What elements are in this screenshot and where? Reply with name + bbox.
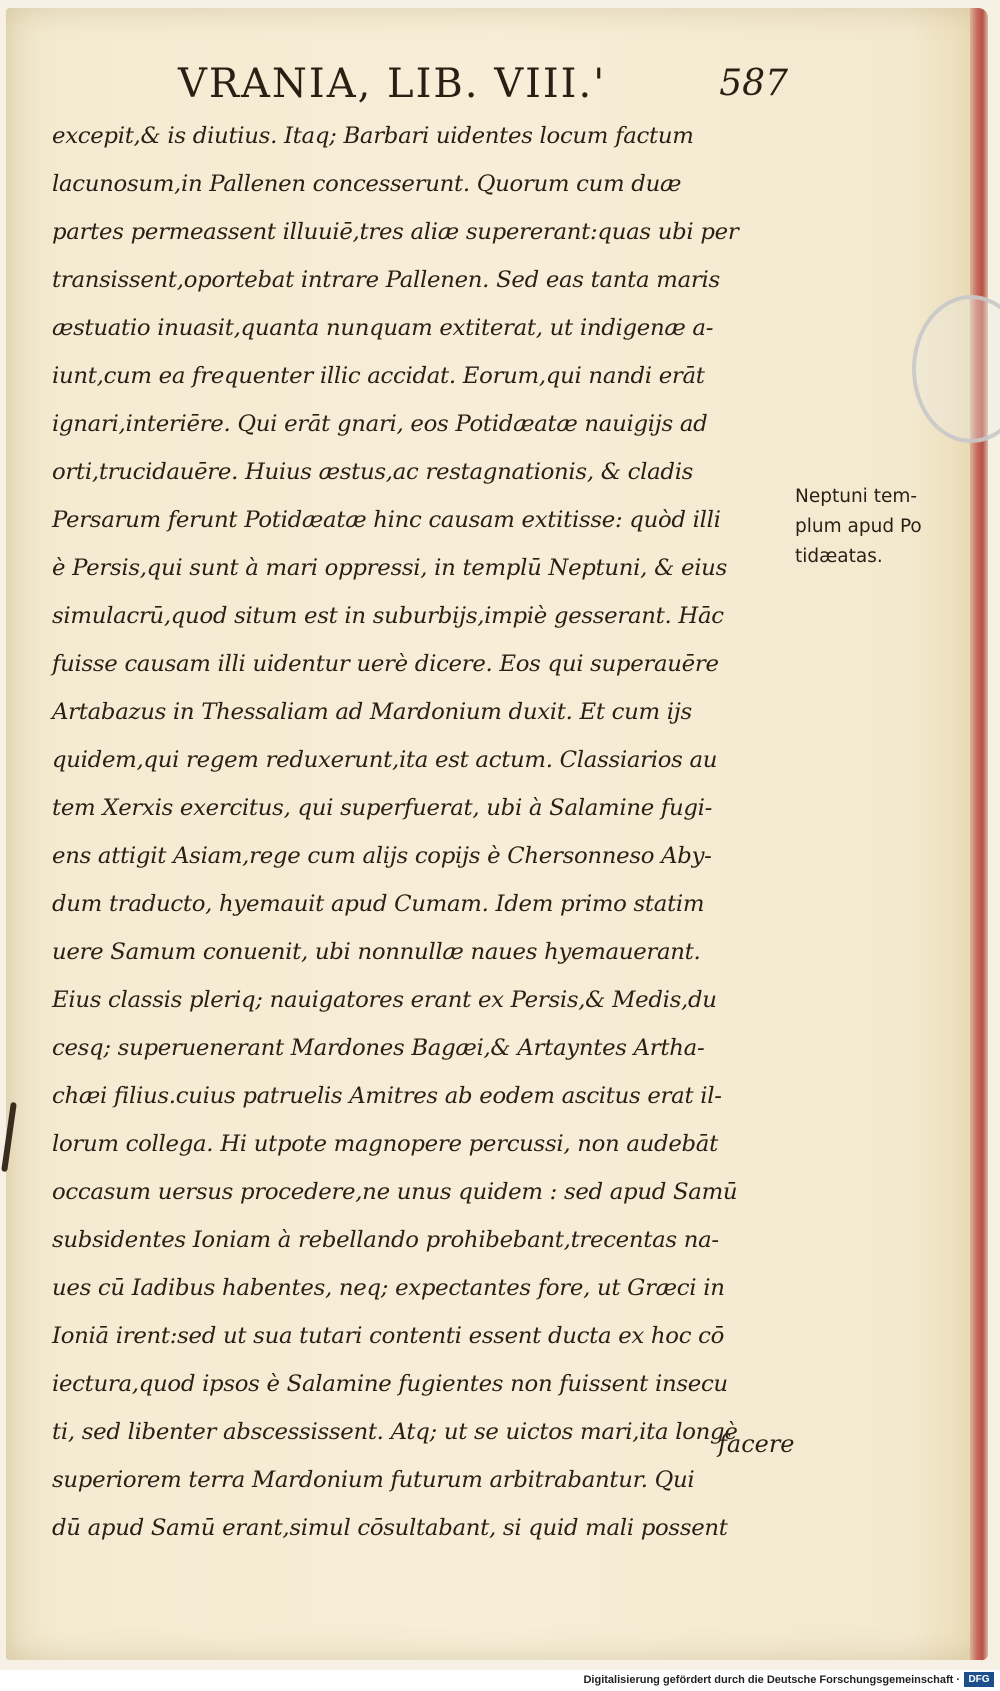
running-head: VRANIA, LIB. VIII.' [178,61,607,107]
catchword: facere [718,1430,795,1458]
text-line: ens attigit Asiam,rege cum alijs copijs è Chersonneso Aby- [52,843,712,869]
text-line: lacunosum,in Pallenen concesserunt. Quorum cum duæ [52,171,682,197]
text-line: dum traducto, hyemauit apud Cumam. Idem primo statim [52,891,705,917]
margin-note-line: tidæatas. [795,546,883,567]
text-line: Artabazus in Thessaliam ad Mardonium duxit. Et cum ijs [52,699,692,725]
text-line: ti, sed libenter abscessissent. Atq; ut se uictos mari,ita longè [52,1419,738,1445]
digitization-credit: Digitalisierung gefördert durch die Deutsche Forschungsgemeinschaft · [583,1674,960,1686]
text-line: cesq; superuenerant Mardones Bagæi,& Artayntes Artha- [52,1035,705,1061]
text-line: excepit,& is diutius. Itaq; Barbari uidentes locum factum [52,123,694,149]
page-edge [970,8,988,1660]
text-line: uere Samum conuenit, ubi nonnullæ naues hyemauerant. [52,939,701,965]
text-line: tem Xerxis exercitus, qui superfuerat, ubi à Salamine fugi- [52,795,713,821]
text-line: Persarum ferunt Potidæatæ hinc causam extitisse: quòd illi [52,507,721,533]
text-line: transissent,oportebat intrare Pallenen. Sed eas tanta maris [52,267,720,293]
text-line: æstuatio inuasit,quanta nunquam extiterat, ut indigenæ a- [52,315,714,341]
text-line: quidem,qui regem reduxerunt,ita est actum. Classiarios au [52,747,718,773]
dfg-logo: DFG [964,1672,994,1687]
text-line: chæi filius.cuius patruelis Amitres ab eodem ascitus erat il- [52,1083,722,1109]
text-line: lorum collega. Hi utpote magnopere percussi, non audebāt [52,1131,718,1157]
text-line: Eius classis pleriq; nauigatores erant ex Persis,& Medis,du [52,987,717,1013]
text-line: simulacrū,quod situm est in suburbijs,impiè gesserant. Hāc [52,603,724,629]
margin-note-line: plum apud Po [795,516,922,537]
text-line: subsidentes Ioniam à rebellando prohibebant,trecentas na- [52,1227,719,1253]
page-header [178,54,798,114]
text-line: è Persis,qui sunt à mari oppressi, in templū Neptuni, & eius [52,555,727,581]
margin-note-line: Neptuni tem- [795,486,918,507]
page-number: 587 [719,63,788,104]
text-line: ignari,interiēre. Qui erāt gnari, eos Potidæatæ nauigijs ad [52,411,708,437]
text-line: orti,trucidauēre. Huius æstus,ac restagnationis, & cladis [52,459,694,485]
text-line: dū apud Samū erant,simul cōsultabant, si quid mali possent [52,1515,728,1541]
text-line: occasum uersus procedere,ne unus quidem : sed apud Samū [52,1179,738,1205]
text-line: partes permeassent illuuiē,tres aliæ supererant:quas ubi per [52,219,739,245]
margin-note [795,482,975,572]
text-line: iectura,quod ipsos è Salamine fugientes non fuissent insecu [52,1371,728,1397]
text-line: Ioniā irent:sed ut sua tutari contenti essent ducta ex hoc cō [52,1323,725,1349]
footer-bar [0,1670,1000,1691]
text-line: superiorem terra Mardonium futurum arbitrabantur. Qui [52,1467,695,1493]
text-line: fuisse causam illi uidentur uerè dicere. Eos qui superauēre [52,651,719,677]
text-line: iunt,cum ea frequenter illic accidat. Eorum,qui nandi erāt [52,363,705,389]
body-text [52,112,792,1552]
text-line: ues cū Iadibus habentes, neq; expectantes fore, ut Græci in [52,1275,725,1301]
